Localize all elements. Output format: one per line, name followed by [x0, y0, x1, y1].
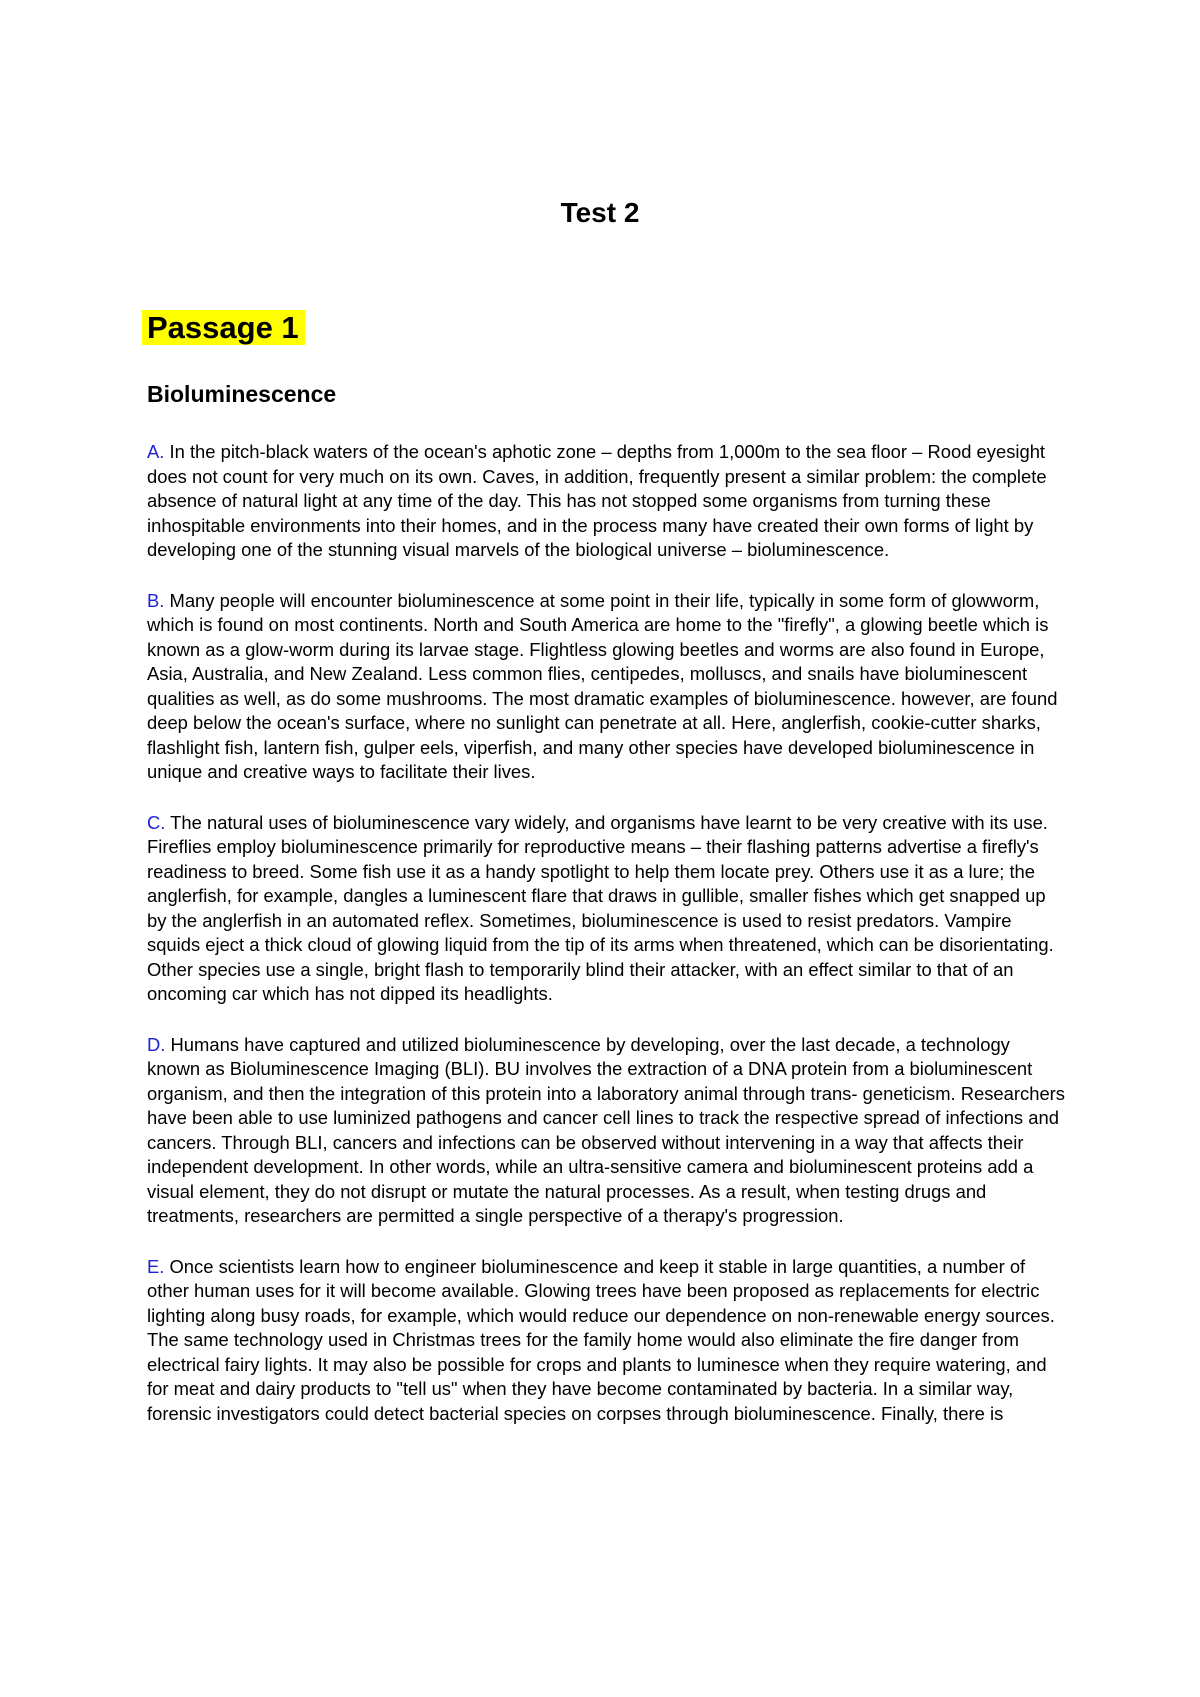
- passage-heading-highlight: Passage 1: [142, 310, 305, 345]
- paragraph-text: The natural uses of bioluminescence vary widely, and organisms have learnt to be very creative with its use. Fireflies employ bioluminescence primarily for reproductive means – their flashing patterns advertise a firefly's readiness to breed. Some fish use it as a handy spotlight to help them locate prey. Others use it as a lure; the anglerfish, for example, dangles a luminescent flare that draws in gullible, smaller fishes which get snapped up by the anglerfish in an automated reflex. Sometimes, bioluminescence is used to resist predators. Vampire squids eject a thick cloud of glowing liquid from the tip of its arms when threatened, which can be disorientating. Other species use a single, bright flash to temporarily blind their attacker, with an effect similar to that of an oncoming car which has not dipped its headlights.: [147, 811, 1054, 1004]
- paragraph-text: In the pitch-black waters of the ocean's aphotic zone – depths from 1,000m to the sea floor – Rood eyesight does not count for very much on its own. Caves, in addition, frequently present a similar problem: the complete absence of natural light at any time of the day. This has not stopped some organisms from turning these inhospitable environments into their homes, and in the process many have created their own forms of light by developing one of the stunning visual marvels of the biological universe – bioluminescence.: [147, 441, 1047, 560]
- paragraph-letter: A.: [147, 441, 165, 462]
- paragraph-c: [147, 811, 1067, 1007]
- paragraph-a: [147, 440, 1067, 563]
- page-title: Test 2: [560, 197, 640, 228]
- paragraph-letter: C.: [147, 811, 166, 833]
- passage-heading: [142, 308, 305, 348]
- paragraph-text: Many people will encounter bioluminescence at some point in their life, typically in some form of glowworm, which is found on most continents. North and South America are home to the "firefly", a glowing beetle which is known as a glow-worm during its larvae stage. Flightless glowing beetles and worms are also found in Europe, Asia, Australia, and New Zealand. Less common flies, centipedes, molluscs, and snails have bioluminescent qualities as well, as do some mushrooms. The most dramatic examples of bioluminescence. however, are found deep below the ocean's surface, where no sunlight can penetrate at all. Here, anglerfish, cookie-cutter sharks, flashlight fish, lantern fish, gulper eels, viperfish, and many other species have developed bioluminescence in unique and creative ways to facilitate their lives.: [147, 589, 1058, 782]
- paragraph-letter: E.: [147, 1255, 165, 1277]
- paragraph-letter: B.: [147, 589, 165, 611]
- paragraph-text: Humans have captured and utilized bioluminescence by developing, over the last decade, a technology known as Bioluminescence Imaging (BLI). BU involves the extraction of a DNA protein from a bioluminescent organism, and then the integration of this protein into a laboratory animal through trans- geneticism. Researchers have been able to use luminized pathogens and cancer cell lines to track the respective spread of infections and cancers. Through BLI, cancers and infections can be observed without intervening in a way that affects their independent development. In other words, while an ultra-sensitive camera and bioluminescent proteins add a visual element, they do not disrupt or mutate the natural processes. As a result, when testing drugs and treatments, researchers are permitted a single perspective of a therapy's progression.: [147, 1033, 1065, 1226]
- paragraph-e: [147, 1255, 1067, 1427]
- paragraph-d: [147, 1033, 1067, 1229]
- article-body: [147, 440, 1067, 1660]
- paragraph-letter: D.: [147, 1033, 166, 1055]
- paragraph-text: Once scientists learn how to engineer bioluminescence and keep it stable in large quantities, a number of other human uses for it will become available. Glowing trees have been proposed as replacements for electric lighting along busy roads, for example, which would reduce our dependence on non-renewable energy sources. The same technology used in Christmas trees for the family home would also eliminate the fire danger from electrical fairy lights. It may also be possible for crops and plants to luminesce when they require watering, and for meat and dairy products to "tell us" when they have become contaminated by bacteria. In a similar way, forensic investigators could detect bacterial species on corpses through bioluminescence. Finally, there is: [147, 1255, 1055, 1424]
- article-title: Bioluminescence: [147, 381, 337, 407]
- paragraph-b: [147, 589, 1067, 785]
